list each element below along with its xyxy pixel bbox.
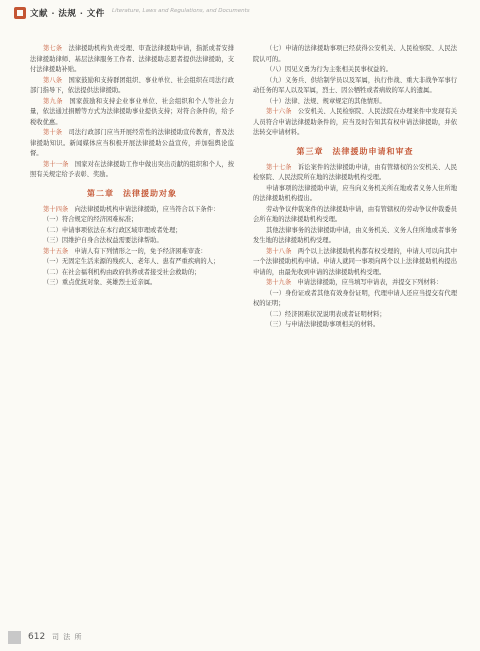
article-paragraph (30, 215, 234, 226)
article-text: （一）符合规定的经济困难标准； (43, 216, 138, 223)
article-number: 第十四条 (43, 205, 69, 213)
article-text: （七）申请的法律援助事项已经获得公安机关、人民检察院、人民法院认可的。 (253, 45, 457, 63)
article-paragraph (253, 184, 457, 205)
article-text: （一）身份证或者其他有效身份证明，代理申请人还应当提交有代理权的证明； (253, 289, 457, 307)
article-paragraph (253, 163, 457, 184)
article-text: 两个以上法律援助机构都有权受理的，申请人可以向其中一个法律援助机构申请。申请人就同一事项向两个以上法律援助机构提出申请的，由最先收到申请的法律援助机构受理。 (253, 247, 458, 276)
article-number: 第十九条 (266, 279, 292, 286)
article-paragraph (30, 226, 234, 237)
article-text: （二）在社会福利机构由政府供养或者接受社会救助的； (43, 268, 201, 276)
article-number: 第九条 (43, 97, 63, 105)
article-paragraph (253, 320, 457, 331)
publication-name: 司 法 所 (52, 633, 83, 641)
article-paragraph (30, 44, 234, 76)
article-text: 其他法律事务的法律援助申请，由义务机关、义务人住所地或者事务发生地的法律援助机构受理。 (253, 226, 457, 244)
article-text: 法律援助机构负责受理、审查法律援助申请，指派或者安排法律援助律师、基层法律服务工作者、法律援助志愿者提供法律援助，支付法律援助补贴。 (30, 45, 235, 73)
article-paragraph (30, 247, 234, 258)
article-paragraph (30, 97, 234, 129)
article-text: （三）重点优抚对象、英雄烈士近亲属。 (43, 279, 157, 286)
footer-mark-icon (8, 631, 21, 644)
article-paragraph (253, 107, 457, 139)
chapter-heading: 第二章 法律援助对象 (87, 187, 177, 198)
article-text: （九）义务兵、供给制学员以及军属，执行作战、重大非战争军事行动任务的军人以及军属，烈士、因公牺牲或者病故的军人的遗属。 (253, 76, 457, 94)
article-paragraph (253, 65, 457, 76)
left-column (30, 44, 234, 289)
page-header (0, 0, 480, 26)
article-paragraph (30, 160, 234, 181)
article-paragraph (253, 310, 457, 321)
article-text: （二）申请事项依法在本行政区域审理或者处理； (43, 226, 182, 234)
article-text: 司法行政部门应当开展经常性的法律援助宣传教育，普及法律援助知识。新闻媒体应当积极开展法律援助公益宣传，并加强舆论监督。 (30, 129, 235, 157)
article-text: （一）无固定生活来源的残疾人、老年人、患有严重疾病的人； (43, 258, 220, 265)
article-text: （十）法律、法规、规章规定的其他情形。 (266, 97, 386, 105)
article-text: 国家对在法律援助工作中做出突出贡献的组织和个人，按照有关规定给予表彰、奖励。 (30, 160, 235, 178)
article-text: 公安机关、人民检察院、人民法院在办理案件中发现有关人员符合申请法律援助条件的，应当及时告知其有权申请法律援助，并依法转交申请材料。 (253, 108, 458, 136)
article-paragraph (253, 226, 457, 247)
article-paragraph (30, 236, 234, 247)
article-text: 劳动争议仲裁案件的法律援助申请，由有管辖权的劳动争议仲裁委员会所在地的法律援助机构受理。 (253, 205, 457, 223)
article-paragraph (253, 247, 457, 279)
article-number: 第十一条 (43, 160, 69, 168)
article-paragraph (253, 44, 457, 65)
article-text: （三）与申请法律援助事项相关的材料。 (266, 321, 380, 328)
article-number: 第十六条 (266, 108, 292, 115)
article-paragraph (30, 268, 234, 279)
article-paragraph (30, 278, 234, 289)
page-footer (0, 625, 480, 651)
article-number: 第七条 (43, 45, 63, 52)
article-paragraph (30, 76, 234, 97)
article-text: 诉讼案件的法律援助申请，由有管辖权的公安机关、人民检察院、人民法院所在地的法律援助机构受理。 (253, 163, 458, 181)
article-text: （三）因维护自身合法权益需要法律帮助。 (43, 237, 163, 244)
article-number: 第十八条 (266, 247, 292, 255)
chapter-heading: 第三章 法律援助申请和审查 (296, 145, 414, 156)
article-paragraph (253, 76, 457, 97)
article-text: 申请人有下列情形之一的，免予经济困难审查： (74, 247, 207, 255)
article-number: 第八条 (43, 76, 63, 84)
right-column (253, 44, 457, 331)
section-title: 文献 · 法规 · 文件 (30, 9, 105, 19)
article-paragraph (30, 205, 234, 216)
article-text: 国家鼓励和支持群团组织、事业单位、社会组织在司法行政部门指导下，依法提供法律援助。 (30, 76, 235, 94)
article-paragraph (253, 97, 457, 108)
article-number: 第十七条 (266, 163, 292, 171)
article-number: 第十条 (43, 129, 63, 136)
article-paragraph (30, 257, 234, 268)
page-number: 612 (28, 632, 46, 642)
publication-logo-icon (14, 7, 26, 19)
article-text: 申请事项的法律援助申请，应当向义务机关所在地或者义务人住所地的法律援助机构提出。 (253, 184, 457, 202)
article-paragraph (253, 289, 457, 310)
article-text: 国家鼓励和支持企业事业单位、社会组织和个人等社会力量，依法通过捐赠等方式为法律援助事业提供支持；对符合条件的，给予税收优惠。 (30, 97, 235, 126)
article-text: 向法律援助机构申请法律援助，应当符合以下条件： (74, 205, 220, 213)
article-text: 申请法律援助，应当填写申请表，并提交下列材料： (297, 279, 443, 286)
article-paragraph (30, 128, 234, 160)
article-paragraph (253, 278, 457, 289)
article-paragraph (253, 205, 457, 226)
article-text: （八）因见义勇为行为主张相关民事权益的。 (266, 66, 392, 73)
article-text: （二）经济困难状况说明表或者证明材料； (266, 310, 386, 318)
section-title-en: Literature, Laws and Regulations, and Documents (112, 8, 250, 14)
article-number: 第十五条 (43, 247, 69, 255)
